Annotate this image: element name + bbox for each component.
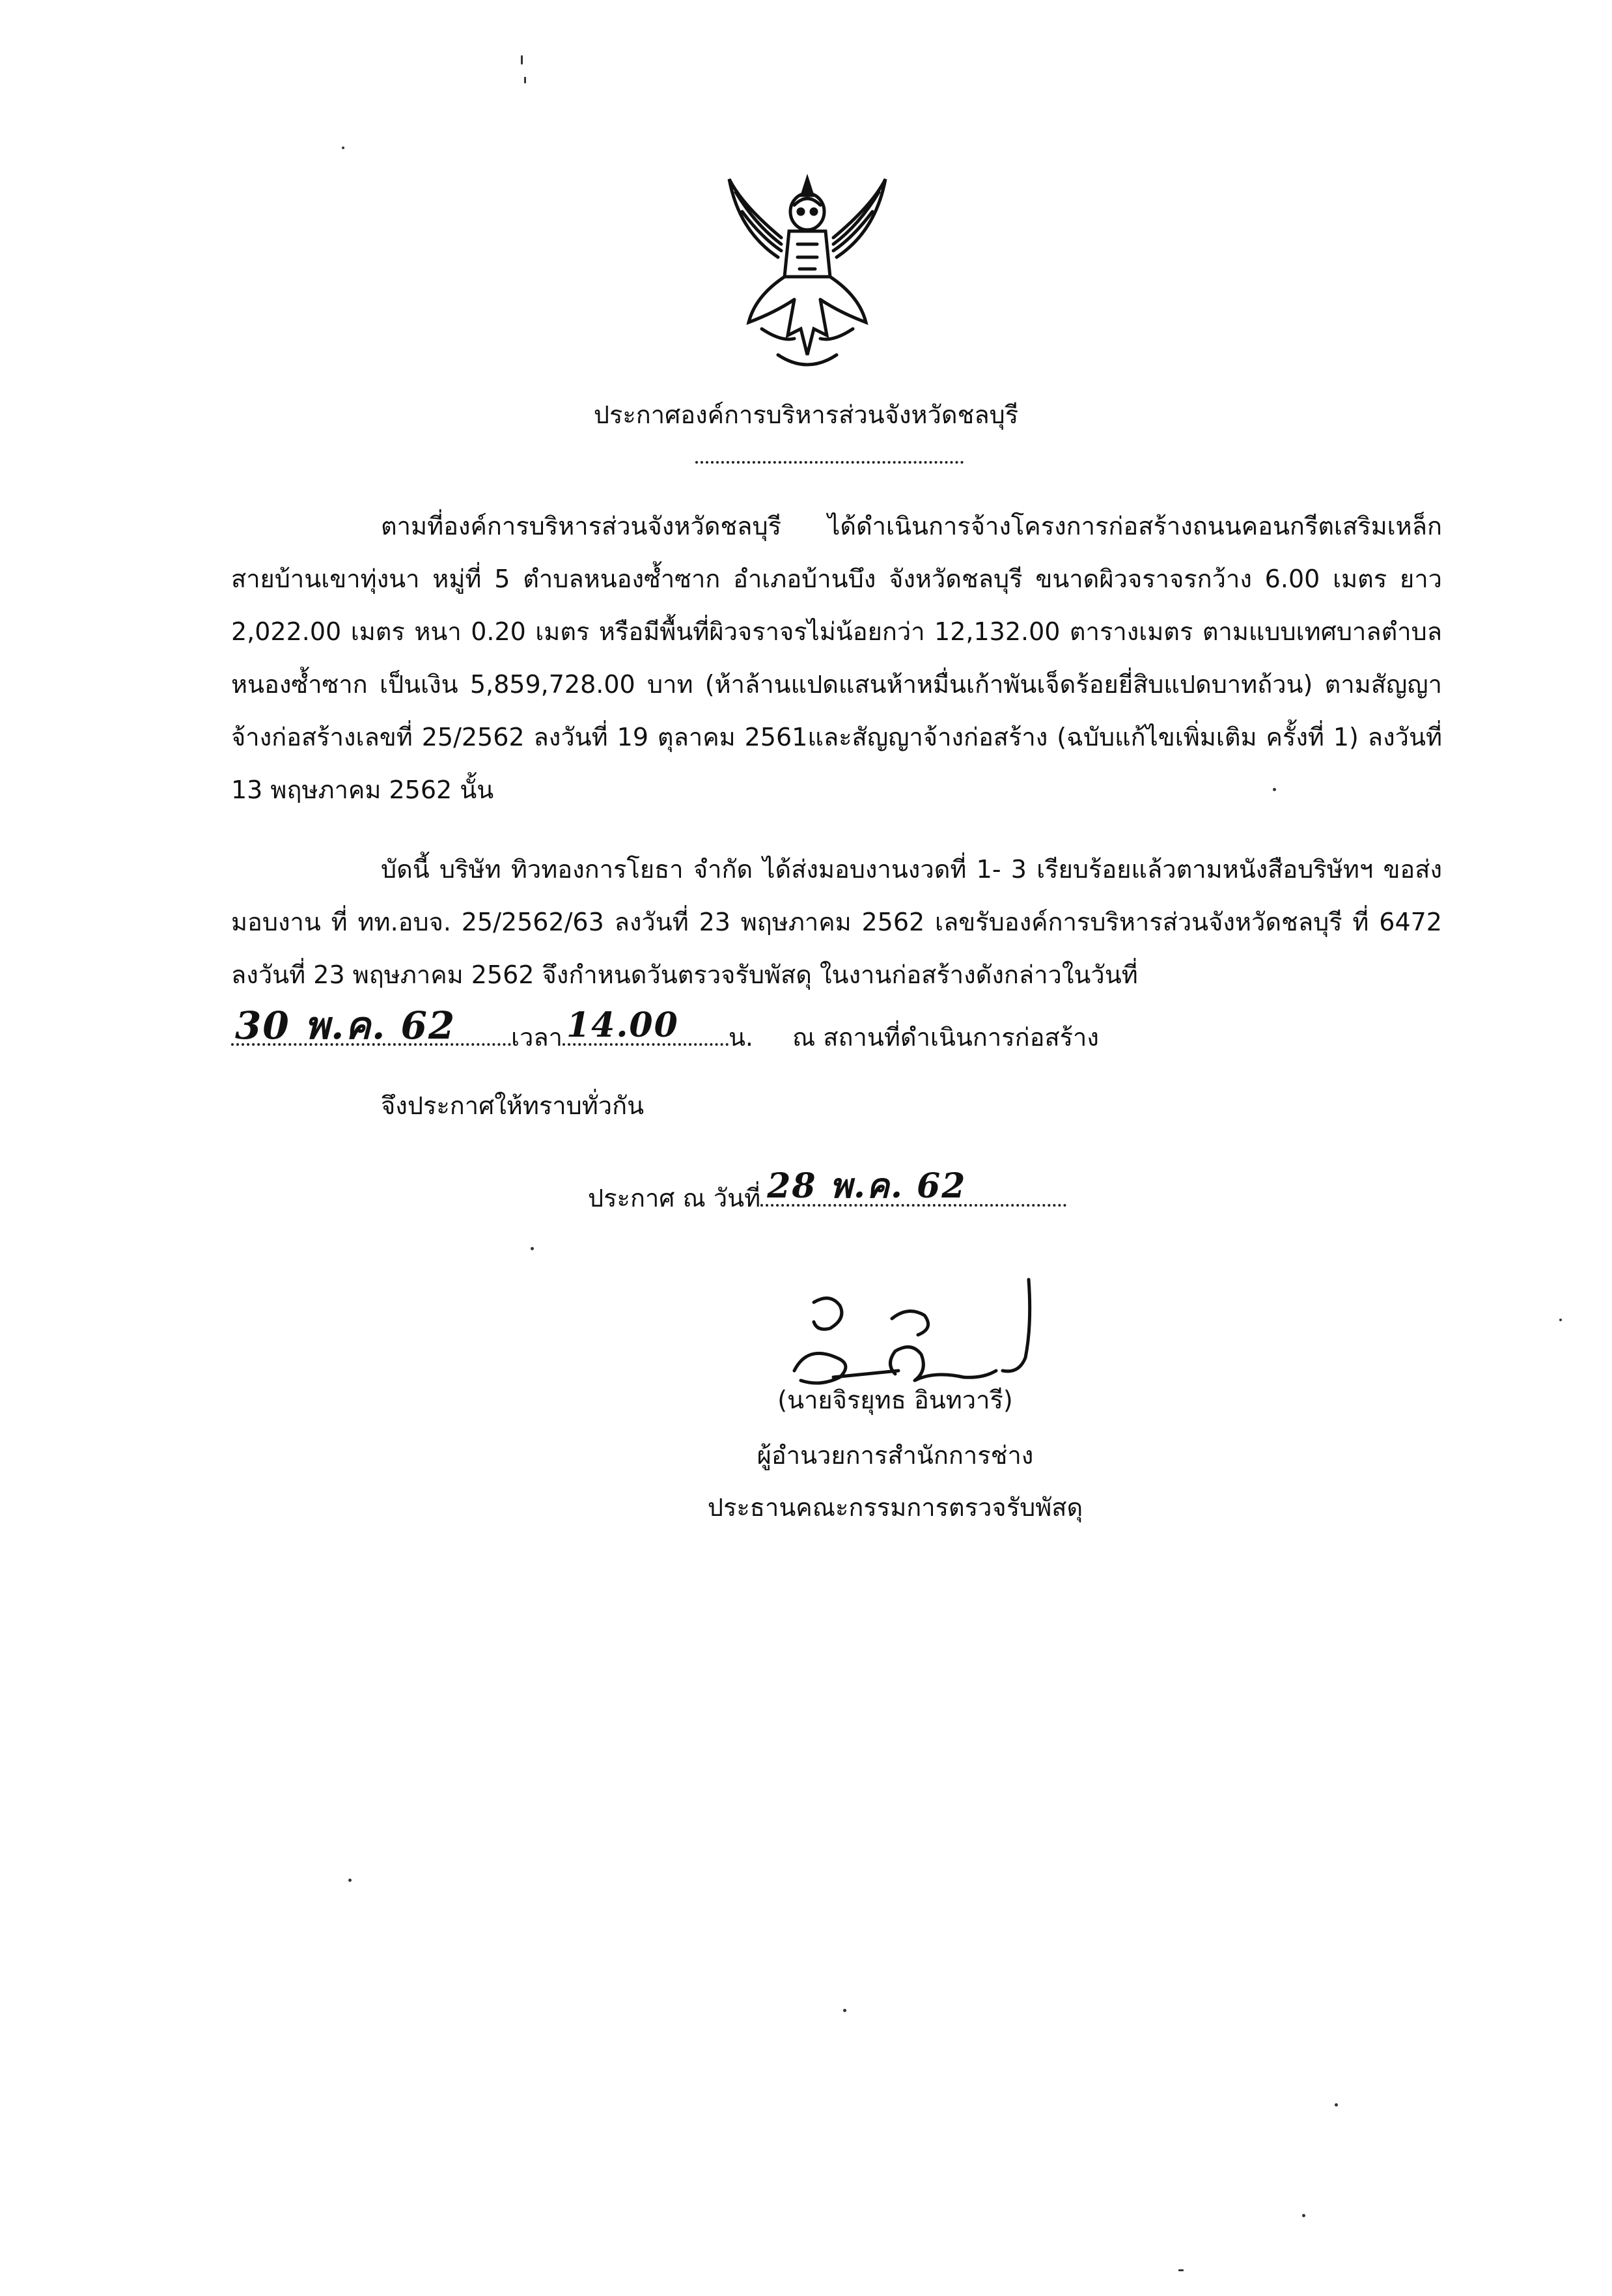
scan-speck: [1302, 2214, 1305, 2217]
scan-speck: [521, 55, 523, 64]
inspection-date-handwritten: 30 พ.ค. 62: [235, 1003, 456, 1048]
signer-position: ผู้อำนวยการสำนักการช่าง: [757, 1441, 1034, 1470]
scan-speck: [348, 1879, 352, 1882]
scan-speck: [1178, 2269, 1184, 2271]
announced-at-label: ประกาศ ณ วันที่: [588, 1184, 761, 1212]
announced-date-line: [588, 1166, 1066, 1214]
signer-name: (นายจิรยุทธ อินทวารี): [777, 1386, 1013, 1414]
scan-speck: [531, 1247, 534, 1250]
document-title: ประกาศองค์การบริหารส่วนจังหวัดชลบุรี: [593, 400, 1019, 429]
announced-date-field: [760, 1166, 1066, 1207]
inspection-location: ณ สถานที่ดำเนินการก่อสร้าง: [792, 1023, 1099, 1052]
inspection-date-field: [231, 1003, 511, 1048]
scan-speck: [342, 147, 344, 149]
scan-speck: [1559, 1319, 1562, 1321]
inspection-datetime-line: [231, 1003, 1099, 1054]
time-unit: น.: [728, 1023, 754, 1052]
paragraph-2-text: บัดนี้ บริษัท ทิวทองการโยธา จำกัด ได้ส่งมอบงานงวดที่ 1- 3 เรียบร้อยแล้วตามหนังสือบริษัทฯ ขอส่งมอบงาน ที่ ทท.อบจ. 25/2562/63 ลงวันที่ 23 พฤษภาคม 2562 เลขรับองค์การบริหารส่วนจังหวัดชลบุรี ที่ 6472 ลงวันที่ 23 พฤษภาคม 2562 จึงกำหนดวันตรวจรับพัสดุ ในงานก่อสร้างดังกล่าวในวันที่: [231, 855, 1442, 989]
title-dotted-rule: [695, 461, 964, 464]
scan-speck: [524, 77, 526, 83]
paragraph-1: [231, 500, 1442, 817]
inspection-time-field: [563, 1005, 729, 1046]
paragraph-2: [231, 843, 1442, 1001]
signer-role: ประธานคณะกรรมการตรวจรับพัสดุ: [707, 1493, 1083, 1522]
garuda-emblem-icon: [716, 166, 898, 381]
inspection-time-handwritten: 14.00: [566, 1005, 679, 1045]
announced-date-handwritten: 28 พ.ค. 62: [767, 1166, 967, 1206]
paragraph-1-text: ตามที่องค์การบริหารส่วนจังหวัดชลบุรี ได้ดำเนินการจ้างโครงการก่อสร้างถนนคอนกรีตเสริมเหล็ก สายบ้านเขาทุ่งนา หมู่ที่ 5 ตำบลหนองซ้ำซาก อำเภอบ้านบึง จังหวัดชลบุรี ขนาดผิวจราจรกว้าง 6.00 เมตร ยาว 2,022.00 เมตร หนา 0.20 เมตร หรือมีพื้นที่ผิวจราจรไม่น้อยกว่า 12,132.00 ตารางเมตร ตามแบบเทศบาลตำบลหนองซ้ำซาก เป็นเงิน 5,859,728.00 บาท (ห้าล้านแปดแสนห้าหมื่นเก้าพันเจ็ดร้อยยี่สิบแปดบาทถ้วน) ตามสัญญาจ้างก่อสร้างเลขที่ 25/2562 ลงวันที่ 19 ตุลาคม 2561และสัญญาจ้างก่อสร้าง (ฉบับแก้ไขเพิ่มเติม ครั้งที่ 1) ลงวันที่ 13 พฤษภาคม 2562 นั้น: [231, 512, 1442, 804]
scan-speck: [1273, 788, 1276, 791]
signature-icon: [768, 1267, 1081, 1403]
scan-speck: [843, 2009, 846, 2012]
scan-speck: [1335, 2103, 1338, 2107]
announce-line: จึงประกาศให้ทราบทั่วกัน: [381, 1091, 645, 1120]
time-label: เวลา: [511, 1023, 563, 1052]
